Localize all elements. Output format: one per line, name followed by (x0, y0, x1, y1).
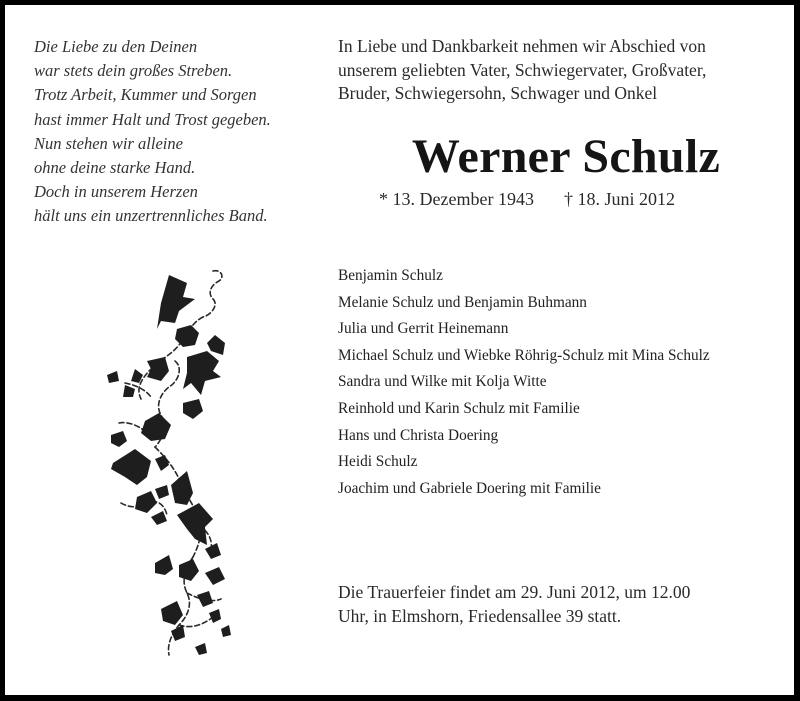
poem-line: Trotz Arbeit, Kummer und Sorgen (34, 85, 257, 105)
poem-line: hält uns ein unzertrennliches Band. (34, 206, 268, 226)
mourner-entry: Hans und Christa Doering (338, 426, 499, 444)
funeral-info (338, 581, 690, 628)
poem-line: ohne deine starke Hand. (34, 158, 196, 178)
mourner-entry: Reinhold und Karin Schulz mit Familie (338, 399, 580, 417)
mourners-list (338, 263, 710, 502)
deceased-name: Werner Schulz (411, 130, 721, 183)
poem-line: Nun stehen wir alleine (34, 133, 183, 153)
mourner-entry: Julia und Gerrit Heinemann (338, 320, 509, 338)
poem-line: hast immer Halt und Trost gegeben. (34, 109, 271, 129)
poem (34, 35, 271, 229)
mourner-entry: Heidi Schulz (338, 453, 418, 471)
ivy-vine-icon (95, 263, 255, 663)
poem-line: war stets dein großes Streben. (34, 61, 233, 81)
mourner-entry: Joachim und Gabriele Doering mit Familie (338, 479, 601, 497)
poem-line: Die Liebe zu den Deinen (34, 37, 198, 56)
funeral-line: Uhr, in Elmshorn, Friedensallee 39 statt. (338, 605, 622, 626)
mourner-entry: Sandra und Wilke mit Kolja Witte (338, 373, 547, 391)
intro-text (338, 35, 706, 106)
mourner-entry: Benjamin Schulz (338, 267, 443, 284)
obituary-notice (5, 5, 794, 695)
intro-line: unserem geliebten Vater, Schwiegervater, Großvater, (338, 59, 707, 80)
life-dates (379, 189, 675, 210)
mourner-entry: Melanie Schulz und Benjamin Buhmann (338, 293, 587, 311)
funeral-line: Die Trauerfeier findet am 29. Juni 2012, um 12.00 (338, 582, 691, 602)
intro-line: In Liebe und Dankbarkeit nehmen wir Abschied von (338, 36, 706, 56)
poem-line: Doch in unserem Herzen (34, 182, 198, 202)
death-date: † 18. Juni 2012 (563, 189, 675, 209)
birth-date: * 13. Dezember 1943 (379, 189, 534, 209)
intro-line: Bruder, Schwiegersohn, Schwager und Onkel (338, 83, 658, 103)
mourner-entry: Michael Schulz und Wiebke Röhrig-Schulz mit Mina Schulz (338, 346, 710, 364)
